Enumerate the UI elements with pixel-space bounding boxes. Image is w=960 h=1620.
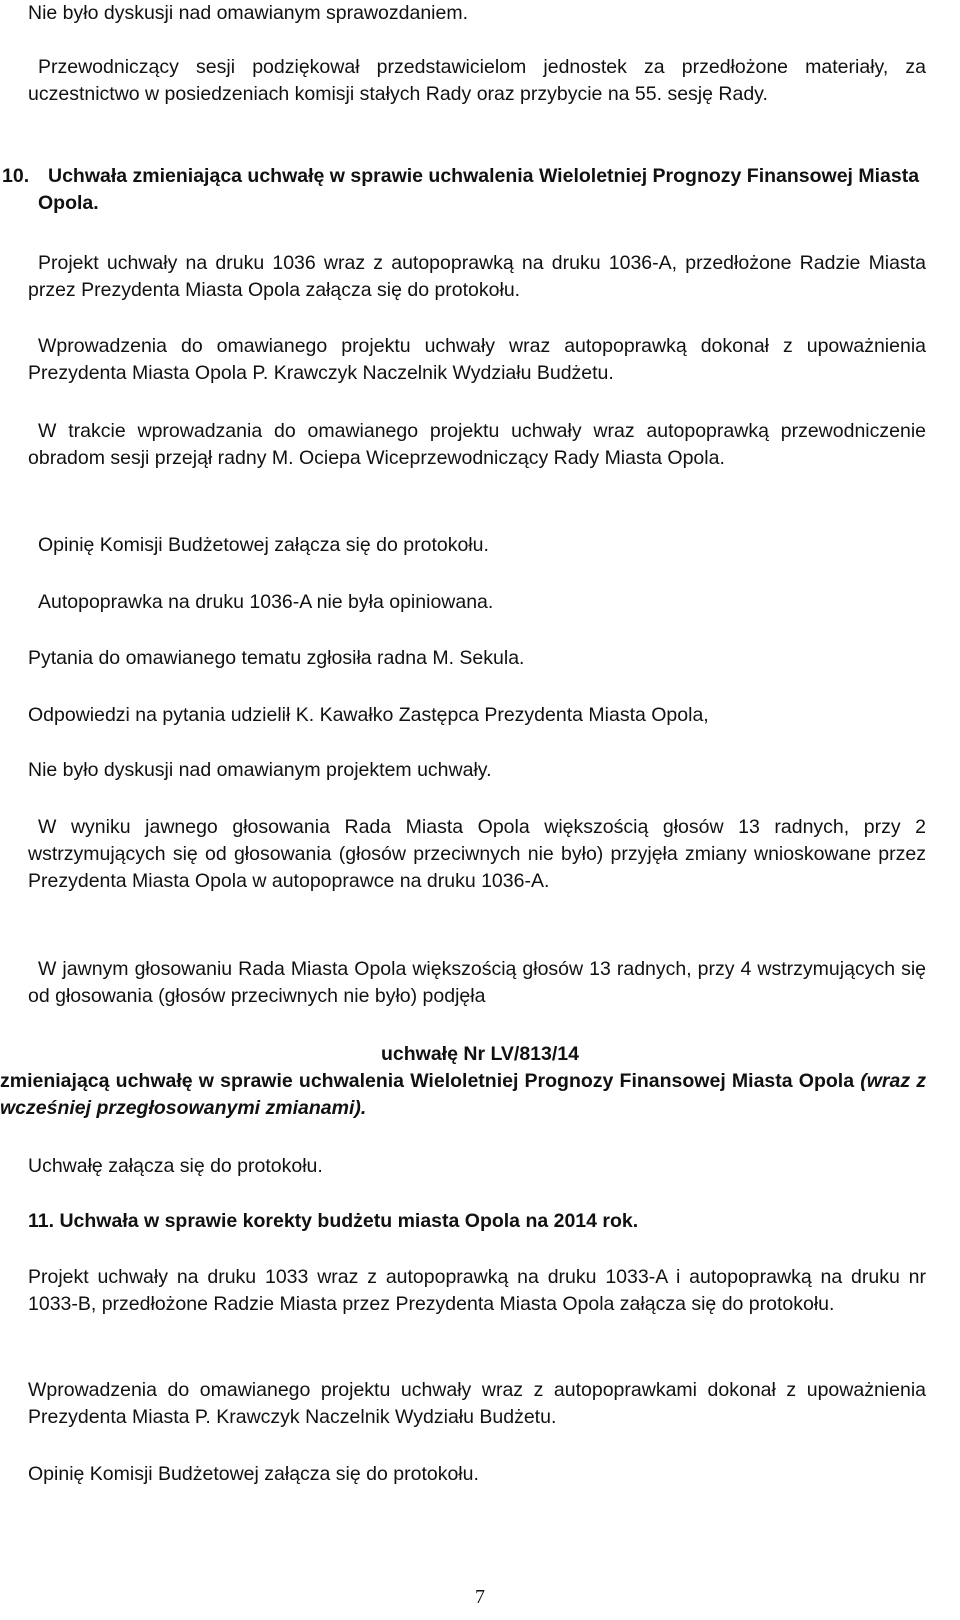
paragraph-questions: Pytania do omawianego tematu zgłosiła radna M. Sekula. [28, 647, 525, 669]
paragraph-vote-amendment: W wyniku jawnego głosowania Rada Miasta Opola większością głosów 13 radnych, przy 2 wstrzymujących się od głosowania (głosów przeciwnych nie było) przyjęła zmiany wnioskowane przez Prezydenta Miasta Opola w autopoprawce na druku 1036-A. [28, 816, 926, 892]
section-heading-10 [2, 163, 944, 217]
paragraph-committee-opinion-1036: Opinię Komisji Budżetowej załącza się do protokołu. [38, 534, 489, 556]
paragraph-introduction-1033: Wprowadzenia do omawianego projektu uchwały wraz z autopoprawkami dokonał z upoważnienia Prezydenta Miasta P. Krawczyk Naczelnik Wydziału Budżetu. [28, 1379, 926, 1428]
resolution-body: zmieniającą uchwałę w sprawie uchwalenia Wieloletniej Prognozy Finansowej Miasta Opola [0, 1070, 855, 1092]
paragraph-vote-resolution: W jawnym głosowaniu Rada Miasta Opola większością głosów 13 radnych, przy 4 wstrzymujących się od głosowania (głosów przeciwnych nie było) podjęła [28, 958, 926, 1007]
paragraph-no-discussion-draft: Nie było dyskusji nad omawianym projektem uchwały. [28, 759, 492, 781]
paragraph-committee-opinion-1033: Opinię Komisji Budżetowej załącza się do protokołu. [28, 1463, 479, 1485]
paragraph-chair-handover: W trakcie wprowadzania do omawianego projektu uchwały wraz autopoprawką przewodniczenie obradom sesji przejął radny M. Ociepa Wiceprzewodniczący Rady Miasta Opola. [28, 420, 926, 469]
resolution-description [0, 1068, 926, 1122]
paragraph-introduction-1036: Wprowadzenia do omawianego projektu uchwały wraz autopoprawką dokonał z upoważnienia Prezydenta Miasta Opola P. Krawczyk Naczelnik Wydziału Budżetu. [28, 335, 926, 384]
paragraph-amendment-not-reviewed: Autopoprawka na druku 1036-A nie była opiniowana. [38, 591, 494, 613]
paragraph-draft-1036: Projekt uchwały na druku 1036 wraz z autopoprawką na druku 1036-A, przedłożone Radzie Miasta przez Prezydenta Miasta Opola załącza się do protokołu. [28, 252, 926, 301]
paragraph-resolution-attached: Uchwałę załącza się do protokołu. [28, 1155, 323, 1177]
page-number: 7 [475, 1586, 485, 1608]
section-number-11: 11. [28, 1210, 55, 1232]
paragraph-answers: Odpowiedzi na pytania udzielił K. Kawałko Zastępca Prezydenta Miasta Opola, [28, 704, 709, 726]
section-title-11: Uchwała w sprawie korekty budżetu miasta Opola na 2014 rok. [59, 1210, 639, 1232]
paragraph-no-discussion-report: Nie było dyskusji nad omawianym sprawozdaniem. [28, 2, 469, 24]
resolution-number: uchwałę Nr LV/813/14 [381, 1043, 579, 1065]
resolution-note: (wraz z wcześniej przegłosowanymi zmianami). [0, 1070, 927, 1119]
paragraph-chairman-thanks: Przewodniczący sesji podziękował przedstawicielom jednostek za przedłożone materiały, za uczestnictwo w posiedzeniach komisji stałych Rady oraz przybycie na 55. sesję Rady. [28, 56, 926, 105]
section-heading-11 [28, 1208, 926, 1235]
section-title-10: Uchwała zmieniająca uchwałę w sprawie uchwalenia Wieloletniej Prognozy Finansowej Miasta Opola. [38, 165, 920, 214]
section-number-10: 10. [2, 165, 30, 187]
paragraph-draft-1033: Projekt uchwały na druku 1033 wraz z autopoprawką na druku 1033-A i autopoprawką na druku nr 1033-B, przedłożone Radzie Miasta przez Prezydenta Miasta Opola załącza się do protokołu. [28, 1266, 926, 1315]
